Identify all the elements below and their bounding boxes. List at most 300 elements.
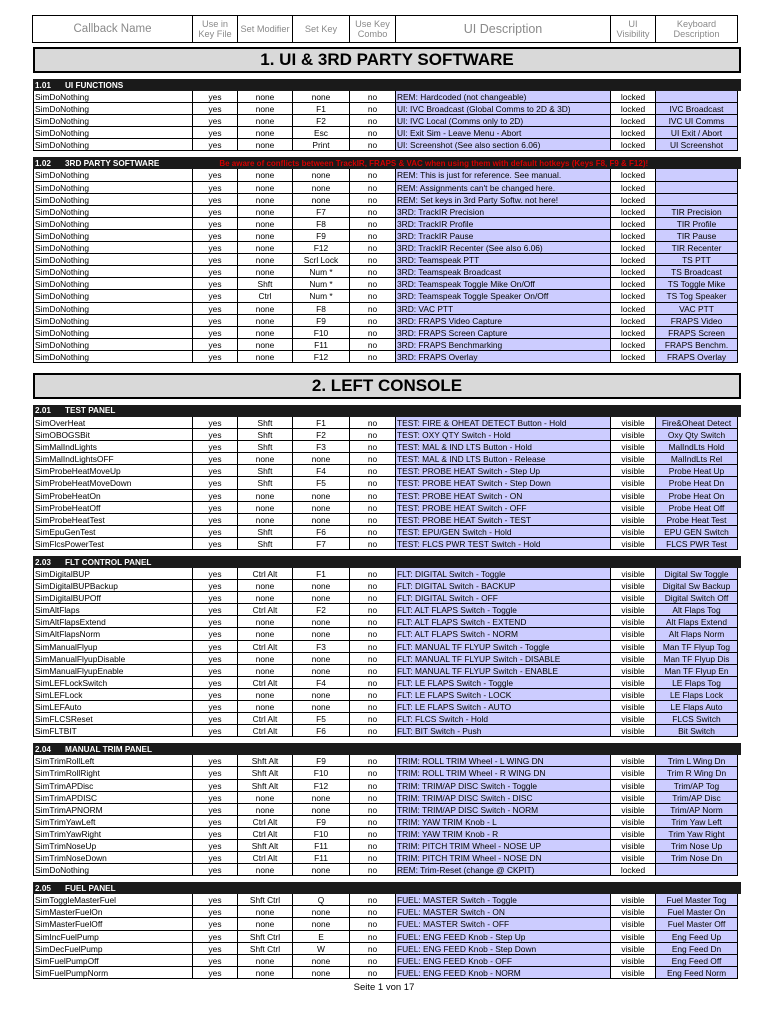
cell-ui-description: TEST: PROBE HEAT Switch - Step Up: [396, 465, 611, 477]
cell-ui-description: TEST: PROBE HEAT Switch - OFF: [396, 502, 611, 514]
cell-use-key-combo: no: [350, 139, 396, 151]
cell-ui-description: TEST: PROBE HEAT Switch - ON: [396, 490, 611, 502]
cell-set-key: F1: [293, 103, 350, 115]
cell-callback-name: SimDoNothing: [33, 91, 193, 103]
cell-ui-description: 3RD: FRAPS Benchmarking: [396, 339, 611, 351]
cell-use-in-key-file: yes: [193, 441, 238, 453]
keyfile-sheet: [33, 16, 741, 985]
cell-ui-description: 3RD: TrackIR Pause: [396, 230, 611, 242]
cell-use-in-key-file: yes: [193, 568, 238, 580]
cell-use-in-key-file: yes: [193, 816, 238, 828]
cell-ui-visibility: visible: [611, 943, 656, 955]
subsection-header: [33, 556, 741, 568]
cell-ui-description: FUEL: MASTER Switch - OFF: [396, 918, 611, 930]
table-row: [33, 465, 741, 477]
cell-ui-description: TRIM: PITCH TRIM Wheel - NOSE UP: [396, 840, 611, 852]
cell-set-key: none: [293, 490, 350, 502]
cell-set-key: none: [293, 906, 350, 918]
cell-set-key: F9: [293, 230, 350, 242]
table-row: [33, 852, 741, 864]
cell-callback-name: SimFLTBIT: [33, 725, 193, 737]
cell-callback-name: SimDoNothing: [33, 127, 193, 139]
cell-ui-description: 3RD: TrackIR Profile: [396, 218, 611, 230]
cell-set-modifier: none: [238, 339, 293, 351]
cell-use-in-key-file: yes: [193, 339, 238, 351]
cell-ui-visibility: locked: [611, 139, 656, 151]
cell-set-key: F9: [293, 816, 350, 828]
cell-use-in-key-file: yes: [193, 91, 238, 103]
cell-keyboard-description: TS Tog Speaker: [656, 290, 738, 302]
cell-use-in-key-file: yes: [193, 538, 238, 550]
table-row: [33, 303, 741, 315]
cell-set-modifier: none: [238, 206, 293, 218]
cell-callback-name: SimLEFLockSwitch: [33, 677, 193, 689]
table-row: [33, 894, 741, 906]
cell-set-key: Q: [293, 894, 350, 906]
cell-use-in-key-file: yes: [193, 182, 238, 194]
cell-use-key-combo: no: [350, 218, 396, 230]
cell-set-modifier: Ctrl: [238, 290, 293, 302]
cell-ui-visibility: locked: [611, 169, 656, 181]
table-row: [33, 906, 741, 918]
cell-use-key-combo: no: [350, 604, 396, 616]
cell-use-in-key-file: yes: [193, 906, 238, 918]
cell-callback-name: SimAltFlapsNorm: [33, 628, 193, 640]
subsection-name: TEST PANEL: [65, 406, 116, 416]
table-row: [33, 417, 741, 429]
cell-set-key: none: [293, 689, 350, 701]
cell-ui-visibility: locked: [611, 103, 656, 115]
cell-use-in-key-file: yes: [193, 755, 238, 767]
cell-use-key-combo: no: [350, 816, 396, 828]
cell-set-modifier: none: [238, 266, 293, 278]
cell-keyboard-description: Bit Switch: [656, 725, 738, 737]
cell-callback-name: SimTrimYawLeft: [33, 816, 193, 828]
cell-set-key: none: [293, 616, 350, 628]
cell-set-key: F11: [293, 852, 350, 864]
cell-ui-visibility: visible: [611, 755, 656, 767]
cell-set-key: none: [293, 918, 350, 930]
cell-set-key: F10: [293, 828, 350, 840]
cell-keyboard-description: TS PTT: [656, 254, 738, 266]
cell-use-in-key-file: yes: [193, 242, 238, 254]
cell-set-modifier: Shft Alt: [238, 767, 293, 779]
cell-keyboard-description: Trim L Wing Dn: [656, 755, 738, 767]
cell-use-in-key-file: yes: [193, 677, 238, 689]
cell-keyboard-description: IVC UI Comms: [656, 115, 738, 127]
cell-ui-visibility: visible: [611, 665, 656, 677]
cell-keyboard-description: FRAPS Overlay: [656, 351, 738, 363]
cell-set-modifier: Ctrl Alt: [238, 568, 293, 580]
cell-ui-visibility: visible: [611, 852, 656, 864]
cell-set-modifier: Ctrl Alt: [238, 828, 293, 840]
cell-use-in-key-file: yes: [193, 653, 238, 665]
cell-callback-name: SimProbeHeatMoveDown: [33, 477, 193, 489]
cell-set-key: none: [293, 453, 350, 465]
cell-set-key: F5: [293, 477, 350, 489]
cell-use-in-key-file: yes: [193, 616, 238, 628]
cell-set-key: F10: [293, 327, 350, 339]
cell-keyboard-description: IVC Broadcast: [656, 103, 738, 115]
cell-callback-name: SimDoNothing: [33, 103, 193, 115]
table-row: [33, 755, 741, 767]
cell-set-key: F6: [293, 725, 350, 737]
cell-set-modifier: Shft: [238, 429, 293, 441]
cell-keyboard-description: Probe Heat Dn: [656, 477, 738, 489]
cell-ui-description: 3RD: FRAPS Video Capture: [396, 315, 611, 327]
table-row: [33, 943, 741, 955]
cell-use-in-key-file: yes: [193, 115, 238, 127]
cell-ui-visibility: visible: [611, 767, 656, 779]
cell-ui-visibility: locked: [611, 290, 656, 302]
cell-ui-description: TRIM: TRIM/AP DISC Switch - NORM: [396, 804, 611, 816]
cell-keyboard-description: Eng Feed Dn: [656, 943, 738, 955]
cell-keyboard-description: Trim R Wing Dn: [656, 767, 738, 779]
cell-set-key: F1: [293, 417, 350, 429]
cell-keyboard-description: LE Flaps Auto: [656, 701, 738, 713]
cell-use-in-key-file: yes: [193, 931, 238, 943]
table-row: [33, 840, 741, 852]
cell-use-key-combo: no: [350, 339, 396, 351]
table-row: [33, 514, 741, 526]
cell-ui-description: TEST: OXY QTY Switch - Hold: [396, 429, 611, 441]
cell-use-key-combo: no: [350, 266, 396, 278]
cell-use-key-combo: no: [350, 194, 396, 206]
cell-callback-name: SimManualFlyupEnable: [33, 665, 193, 677]
cell-set-modifier: Shft: [238, 477, 293, 489]
cell-set-modifier: Ctrl Alt: [238, 725, 293, 737]
cell-ui-visibility: visible: [611, 502, 656, 514]
cell-keyboard-description: [656, 169, 738, 181]
cell-callback-name: SimTrimRollLeft: [33, 755, 193, 767]
cell-callback-name: SimProbeHeatOff: [33, 502, 193, 514]
cell-set-key: none: [293, 592, 350, 604]
cell-use-key-combo: no: [350, 477, 396, 489]
cell-set-modifier: none: [238, 592, 293, 604]
cell-use-in-key-file: yes: [193, 490, 238, 502]
cell-set-modifier: none: [238, 242, 293, 254]
cell-ui-visibility: locked: [611, 315, 656, 327]
cell-set-key: F7: [293, 206, 350, 218]
cell-callback-name: SimMasterFuelOn: [33, 906, 193, 918]
table-row: [33, 568, 741, 580]
cell-ui-visibility: visible: [611, 840, 656, 852]
cell-set-modifier: Shft Alt: [238, 840, 293, 852]
cell-keyboard-description: Oxy Qty Switch: [656, 429, 738, 441]
cell-keyboard-description: UI Screenshot: [656, 139, 738, 151]
cell-set-key: Print: [293, 139, 350, 151]
cell-ui-visibility: locked: [611, 303, 656, 315]
table-row: [33, 767, 741, 779]
cell-use-in-key-file: yes: [193, 689, 238, 701]
cell-keyboard-description: Fire&Oheat Detect: [656, 417, 738, 429]
cell-set-key: none: [293, 792, 350, 804]
cell-use-key-combo: no: [350, 580, 396, 592]
cell-callback-name: SimToggleMasterFuel: [33, 894, 193, 906]
cell-callback-name: SimAltFlaps: [33, 604, 193, 616]
cell-use-key-combo: no: [350, 254, 396, 266]
cell-set-key: F4: [293, 677, 350, 689]
cell-keyboard-description: Trim Nose Up: [656, 840, 738, 852]
cell-use-in-key-file: yes: [193, 103, 238, 115]
cell-ui-description: FLT: LE FLAPS Switch - AUTO: [396, 701, 611, 713]
cell-set-modifier: Shft Ctrl: [238, 931, 293, 943]
cell-ui-description: FLT: LE FLAPS Switch - Toggle: [396, 677, 611, 689]
cell-ui-visibility: visible: [611, 828, 656, 840]
cell-ui-visibility: locked: [611, 351, 656, 363]
cell-keyboard-description: Trim/AP Norm: [656, 804, 738, 816]
cell-callback-name: SimDoNothing: [33, 864, 193, 876]
cell-ui-description: FLT: DIGITAL Switch - OFF: [396, 592, 611, 604]
cell-callback-name: SimDigitalBUPOff: [33, 592, 193, 604]
cell-use-key-combo: no: [350, 906, 396, 918]
cell-set-modifier: none: [238, 864, 293, 876]
cell-ui-description: REM: Hardcoded (not changeable): [396, 91, 611, 103]
cell-callback-name: SimDoNothing: [33, 254, 193, 266]
table-row: [33, 653, 741, 665]
cell-keyboard-description: FRAPS Video: [656, 315, 738, 327]
table-row: [33, 339, 741, 351]
table-row: [33, 242, 741, 254]
cell-set-modifier: Ctrl Alt: [238, 852, 293, 864]
cell-use-key-combo: no: [350, 828, 396, 840]
cell-set-modifier: Ctrl Alt: [238, 604, 293, 616]
cell-callback-name: SimTrimAPDisc: [33, 780, 193, 792]
cell-callback-name: SimMalIndLights: [33, 441, 193, 453]
cell-set-modifier: none: [238, 967, 293, 979]
cell-set-modifier: none: [238, 303, 293, 315]
cell-callback-name: SimMalIndLightsOFF: [33, 453, 193, 465]
cell-set-key: F6: [293, 526, 350, 538]
cell-ui-visibility: visible: [611, 816, 656, 828]
cell-set-key: F4: [293, 465, 350, 477]
cell-set-key: F8: [293, 218, 350, 230]
cell-set-key: Num *: [293, 278, 350, 290]
cell-use-key-combo: no: [350, 182, 396, 194]
cell-set-key: none: [293, 665, 350, 677]
cell-callback-name: SimDoNothing: [33, 327, 193, 339]
cell-ui-visibility: visible: [611, 967, 656, 979]
cell-ui-visibility: locked: [611, 115, 656, 127]
cell-ui-visibility: locked: [611, 266, 656, 278]
cell-set-modifier: none: [238, 580, 293, 592]
cell-ui-visibility: visible: [611, 580, 656, 592]
cell-use-key-combo: no: [350, 169, 396, 181]
cell-set-modifier: none: [238, 906, 293, 918]
cell-callback-name: SimFLCSReset: [33, 713, 193, 725]
cell-ui-visibility: visible: [611, 780, 656, 792]
cell-ui-description: FLT: MANUAL TF FLYUP Switch - Toggle: [396, 641, 611, 653]
table-row: [33, 327, 741, 339]
cell-use-key-combo: no: [350, 677, 396, 689]
cell-ui-description: 3RD: Teamspeak Toggle Mike On/Off: [396, 278, 611, 290]
table-row: [33, 206, 741, 218]
cell-callback-name: SimLEFLock: [33, 689, 193, 701]
cell-ui-description: TRIM: ROLL TRIM Wheel - R WING DN: [396, 767, 611, 779]
cell-callback-name: SimDoNothing: [33, 194, 193, 206]
cell-use-key-combo: no: [350, 526, 396, 538]
cell-use-in-key-file: yes: [193, 290, 238, 302]
cell-set-modifier: Ctrl Alt: [238, 677, 293, 689]
cell-use-key-combo: no: [350, 864, 396, 876]
cell-use-in-key-file: yes: [193, 230, 238, 242]
cell-use-key-combo: no: [350, 303, 396, 315]
cell-use-in-key-file: yes: [193, 139, 238, 151]
table-row: [33, 526, 741, 538]
cell-set-key: F3: [293, 641, 350, 653]
subsection-number: 2.01: [35, 406, 51, 416]
cell-use-key-combo: no: [350, 465, 396, 477]
cell-use-key-combo: no: [350, 115, 396, 127]
cell-use-in-key-file: yes: [193, 218, 238, 230]
cell-keyboard-description: FRAPS Benchm.: [656, 339, 738, 351]
cell-set-modifier: none: [238, 182, 293, 194]
table-row: [33, 290, 741, 302]
subsection-header: [33, 157, 741, 169]
cell-keyboard-description: Alt Flaps Norm: [656, 628, 738, 640]
cell-callback-name: SimDoNothing: [33, 230, 193, 242]
cell-keyboard-description: TS Toggle Mike: [656, 278, 738, 290]
cell-ui-visibility: visible: [611, 641, 656, 653]
cell-ui-description: REM: This is just for reference. See manual.: [396, 169, 611, 181]
table-row: [33, 677, 741, 689]
cell-callback-name: SimProbeHeatMoveUp: [33, 465, 193, 477]
table-row: [33, 628, 741, 640]
table-row: [33, 169, 741, 181]
cell-ui-visibility: locked: [611, 327, 656, 339]
cell-set-modifier: none: [238, 103, 293, 115]
cell-use-in-key-file: yes: [193, 967, 238, 979]
subsection-name: FLT CONTROL PANEL: [65, 557, 152, 567]
table-row: [33, 538, 741, 550]
cell-use-in-key-file: yes: [193, 477, 238, 489]
cell-callback-name: SimDoNothing: [33, 303, 193, 315]
cell-use-key-combo: no: [350, 441, 396, 453]
cell-ui-description: REM: Trim-Reset (change @ CKPIT): [396, 864, 611, 876]
cell-use-in-key-file: yes: [193, 351, 238, 363]
cell-callback-name: SimManualFlyup: [33, 641, 193, 653]
cell-ui-description: TRIM: YAW TRIM Knob - R: [396, 828, 611, 840]
table-row: [33, 725, 741, 737]
cell-keyboard-description: TIR Pause: [656, 230, 738, 242]
cell-ui-description: UI: Screenshot (See also section 6.06): [396, 139, 611, 151]
cell-use-in-key-file: yes: [193, 206, 238, 218]
cell-use-key-combo: no: [350, 616, 396, 628]
table-row: [33, 490, 741, 502]
cell-ui-description: FLT: MANUAL TF FLYUP Switch - ENABLE: [396, 665, 611, 677]
cell-set-modifier: none: [238, 315, 293, 327]
cell-ui-visibility: visible: [611, 429, 656, 441]
cell-use-key-combo: no: [350, 103, 396, 115]
col-use-key-combo: Use Key Combo: [349, 15, 396, 43]
cell-ui-description: FLT: DIGITAL Switch - BACKUP: [396, 580, 611, 592]
table-row: [33, 351, 741, 363]
cell-use-in-key-file: yes: [193, 465, 238, 477]
cell-use-in-key-file: yes: [193, 580, 238, 592]
cell-ui-visibility: visible: [611, 465, 656, 477]
cell-set-key: none: [293, 653, 350, 665]
cell-keyboard-description: Trim Yaw Right: [656, 828, 738, 840]
table-row: [33, 804, 741, 816]
cell-set-modifier: none: [238, 804, 293, 816]
subsection-header: [33, 882, 741, 894]
cell-callback-name: SimDecFuelPump: [33, 943, 193, 955]
cell-use-in-key-file: yes: [193, 429, 238, 441]
cell-set-key: F3: [293, 441, 350, 453]
cell-use-in-key-file: yes: [193, 804, 238, 816]
cell-set-key: none: [293, 804, 350, 816]
cell-use-in-key-file: yes: [193, 254, 238, 266]
cell-callback-name: SimIncFuelPump: [33, 931, 193, 943]
cell-set-modifier: none: [238, 514, 293, 526]
cell-ui-description: FLT: BIT Switch - Push: [396, 725, 611, 737]
section-title: 1. UI & 3RD PARTY SOFTWARE: [33, 47, 741, 73]
cell-ui-visibility: visible: [611, 514, 656, 526]
cell-callback-name: SimDoNothing: [33, 139, 193, 151]
cell-set-modifier: none: [238, 327, 293, 339]
cell-use-in-key-file: yes: [193, 840, 238, 852]
cell-use-in-key-file: yes: [193, 266, 238, 278]
cell-set-key: Num *: [293, 290, 350, 302]
cell-use-in-key-file: yes: [193, 514, 238, 526]
cell-ui-visibility: visible: [611, 477, 656, 489]
cell-ui-description: TRIM: ROLL TRIM Wheel - L WING DN: [396, 755, 611, 767]
cell-set-modifier: none: [238, 218, 293, 230]
cell-use-in-key-file: yes: [193, 828, 238, 840]
subsection-name: MANUAL TRIM PANEL: [65, 744, 153, 754]
table-row: [33, 91, 741, 103]
cell-keyboard-description: FLCS Switch: [656, 713, 738, 725]
cell-ui-description: FUEL: ENG FEED Knob - Step Up: [396, 931, 611, 943]
cell-keyboard-description: Fuel Master On: [656, 906, 738, 918]
col-callback-name: Callback Name: [32, 15, 193, 43]
cell-keyboard-description: [656, 864, 738, 876]
cell-use-key-combo: no: [350, 592, 396, 604]
cell-ui-visibility: locked: [611, 242, 656, 254]
cell-ui-description: 3RD: FRAPS Overlay: [396, 351, 611, 363]
cell-use-in-key-file: yes: [193, 127, 238, 139]
cell-set-modifier: Shft Alt: [238, 755, 293, 767]
cell-ui-visibility: visible: [611, 526, 656, 538]
table-row: [33, 580, 741, 592]
cell-set-key: F5: [293, 713, 350, 725]
cell-keyboard-description: Eng Feed Up: [656, 931, 738, 943]
conflict-warning: Be aware of conflicts between TrackIR, FRAPS & VAC when using them with default hotkeys (Keys F8, F9 & F12)!: [219, 158, 649, 168]
cell-use-key-combo: no: [350, 967, 396, 979]
table-row: [33, 502, 741, 514]
cell-ui-description: REM: Assignments can't be changed here.: [396, 182, 611, 194]
cell-ui-description: TRIM: YAW TRIM Knob - L: [396, 816, 611, 828]
cell-set-key: F9: [293, 755, 350, 767]
cell-use-in-key-file: yes: [193, 417, 238, 429]
cell-use-in-key-file: yes: [193, 278, 238, 290]
cell-use-in-key-file: yes: [193, 701, 238, 713]
cell-use-key-combo: no: [350, 351, 396, 363]
cell-set-key: F2: [293, 429, 350, 441]
table-row: [33, 218, 741, 230]
table-row: [33, 780, 741, 792]
cell-use-key-combo: no: [350, 767, 396, 779]
cell-set-key: Esc: [293, 127, 350, 139]
cell-callback-name: SimDoNothing: [33, 278, 193, 290]
cell-ui-visibility: visible: [611, 441, 656, 453]
cell-callback-name: SimTrimAPDISC: [33, 792, 193, 804]
table-row: [33, 792, 741, 804]
cell-set-modifier: Shft: [238, 538, 293, 550]
table-row: [33, 266, 741, 278]
cell-keyboard-description: VAC PTT: [656, 303, 738, 315]
cell-set-key: E: [293, 931, 350, 943]
